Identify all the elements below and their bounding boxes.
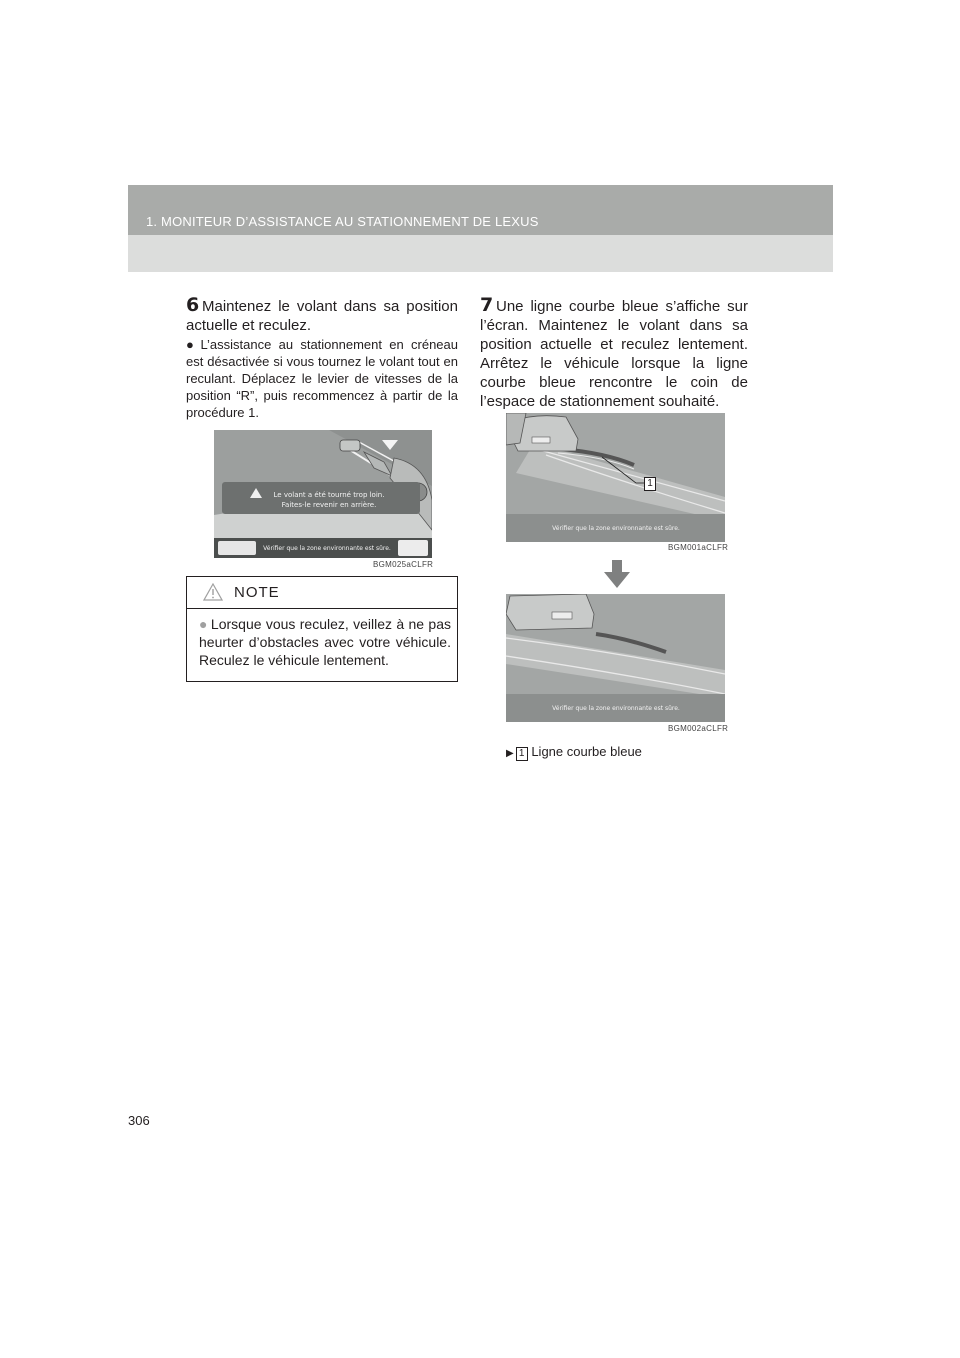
note-box — [186, 576, 458, 682]
warning-line-2: Faites-le revenir en arrière. — [281, 501, 377, 509]
legend-item — [506, 744, 642, 761]
bullet-text: L’assistance au stationnement en créneau est désactivée si vous tournez le volant tout en reculant. Déplacez le levier de vitesses de la position “R”, puis recommencez à partir de la procédure 1. — [186, 337, 458, 420]
note-bullet: ● — [199, 616, 208, 632]
step-text: Maintenez le volant dans sa position actuelle et reculez. — [186, 298, 458, 334]
bullet-symbol: ● — [186, 337, 198, 352]
step-6 — [186, 296, 458, 335]
step-7 — [480, 296, 748, 411]
figure-caption: Vérifier que la zone environnante est sûre. — [552, 705, 680, 712]
figure-caption: Vérifier que la zone environnante est sûre. — [552, 525, 680, 532]
camera-view-illustration — [506, 594, 725, 722]
chapter-title: 1. MONITEUR D’ASSISTANCE AU STATIONNEMENT DE LEXUS — [146, 214, 539, 229]
warning-line-1: Le volant a été tourné trop loin. — [273, 491, 385, 499]
figure-steering-warning — [214, 430, 432, 558]
step-number: 6 — [186, 294, 200, 316]
step-text: Une ligne courbe bleue s’affiche sur l’écran. Maintenez le volant dans sa position actuelle et reculez lentement. Arrêtez le véhicule lorsque la ligne courbe bleue rencontre le coin de l’espace de stationnement souhaité. — [480, 298, 748, 410]
camera-view-illustration — [506, 413, 725, 542]
bullet-item — [186, 336, 458, 421]
legend-label: Ligne courbe bleue — [531, 744, 642, 759]
header-band-light — [128, 235, 833, 272]
figure-code: BGM001aCLFR — [668, 543, 729, 552]
note-title: NOTE — [234, 584, 280, 601]
callout-1: 1 — [644, 477, 656, 491]
figure-code: BGM025aCLFR — [373, 560, 434, 569]
figure-caption: Vérifier que la zone environnante est sûre. — [263, 545, 391, 552]
figure-code: BGM002aCLFR — [668, 724, 729, 733]
step-number: 7 — [480, 294, 494, 316]
caution-icon — [203, 583, 223, 601]
figure-blue-curve-1 — [506, 413, 725, 542]
note-item — [199, 615, 451, 669]
note-header — [187, 577, 457, 609]
note-text: Lorsque vous reculez, veillez à ne pas heurter d’obstacles avec votre véhicule. Reculez le véhicule lentement. — [199, 616, 451, 668]
figure-blue-curve-2 — [506, 594, 725, 722]
page-number: 306 — [128, 1113, 150, 1128]
legend-arrow-icon: ▶ — [506, 748, 514, 759]
down-arrow-icon — [604, 560, 630, 588]
legend-number: 1 — [516, 747, 528, 761]
